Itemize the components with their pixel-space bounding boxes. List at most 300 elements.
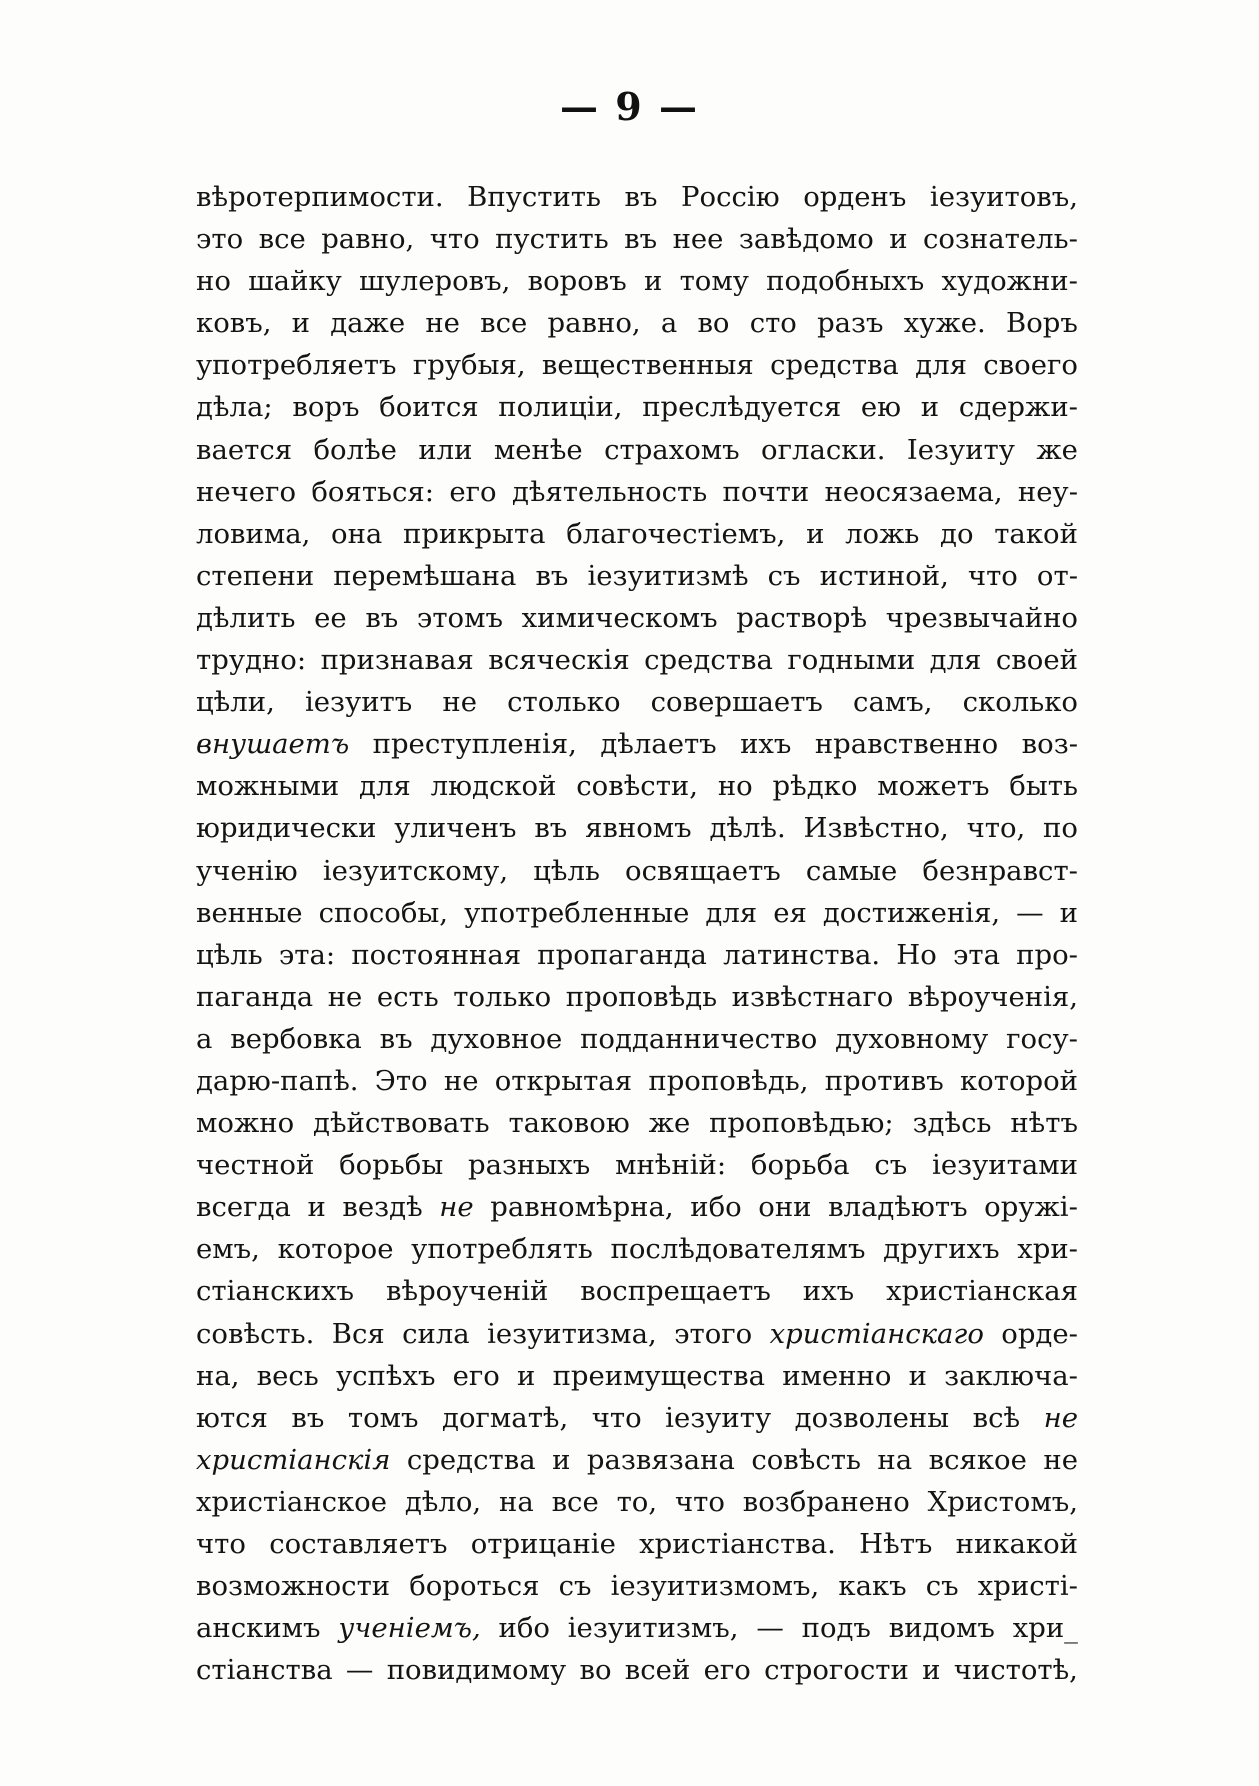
word: никакой (955, 1528, 1078, 1560)
word: тому (679, 265, 749, 298)
word: и (908, 1359, 927, 1392)
word: іезуиту (665, 1401, 772, 1434)
word: во (579, 1654, 612, 1687)
word: ловима, (196, 517, 311, 550)
word: цѣли, (196, 686, 275, 719)
word: есть (376, 980, 439, 1013)
word: ются (196, 1401, 268, 1434)
text-line (196, 1565, 1078, 1607)
word: все (258, 223, 306, 256)
text-line (196, 386, 1078, 428)
word: владѣютъ (828, 1191, 968, 1224)
word: и (552, 1443, 571, 1476)
word: равно, (547, 307, 641, 340)
word: проповѣдь (565, 980, 718, 1013)
word: этого (674, 1317, 753, 1350)
word: сдержи- (958, 391, 1078, 424)
word: госу- (1006, 1022, 1078, 1055)
text-line (196, 681, 1078, 723)
word: воровъ (527, 265, 627, 298)
word: догматѣ, (442, 1401, 569, 1434)
body-text (196, 176, 1078, 1691)
word: его (703, 1654, 751, 1687)
word: сто (749, 307, 797, 340)
word: дѣло, (404, 1485, 482, 1518)
word: въ (535, 559, 569, 592)
word: строгости (764, 1654, 909, 1687)
word: послѣдователямъ (610, 1233, 866, 1266)
word: совершаетъ (650, 686, 823, 719)
word: своего (983, 349, 1078, 382)
word: христіанства. (639, 1528, 836, 1560)
word: противъ (824, 1064, 944, 1097)
text-line (196, 1060, 1078, 1102)
word: шайку (248, 265, 342, 298)
text-line (196, 1439, 1078, 1481)
word: развязана (586, 1443, 735, 1476)
word: употребленные (464, 896, 690, 929)
word: самые (805, 854, 898, 887)
word: вѣроученій (386, 1275, 549, 1308)
word: совѣсть. (196, 1317, 315, 1350)
word: по (1043, 812, 1078, 845)
word: же (1036, 433, 1078, 466)
word: орде- (1001, 1317, 1078, 1350)
text-line (196, 1607, 1078, 1649)
word: нравственно (814, 728, 999, 761)
word: даже (330, 307, 406, 340)
word: что (967, 559, 1018, 592)
text-line (196, 1313, 1078, 1355)
word: но (717, 770, 753, 803)
text-line (196, 1270, 1078, 1312)
word: хри- (1017, 1233, 1078, 1266)
text-line (196, 639, 1078, 681)
text-line (196, 850, 1078, 892)
word: подъ (801, 1612, 871, 1645)
word: — (756, 1612, 784, 1645)
word: и (806, 517, 825, 550)
word: сколько (962, 686, 1078, 719)
word: успѣхъ (335, 1359, 436, 1392)
word: для (929, 644, 982, 677)
word: благочестіемъ, (566, 517, 786, 550)
word: прикрыта (403, 517, 546, 550)
word: трудно: (196, 644, 307, 677)
word: духовное (430, 1022, 563, 1055)
text-line (196, 260, 1078, 302)
word: съ (874, 1149, 908, 1182)
word: достиженія, (822, 896, 1001, 929)
word: неосязаема, (824, 475, 1003, 508)
word: борьбы (339, 1149, 444, 1182)
word: шулеровъ, (359, 265, 511, 298)
word: дѣлаетъ (600, 728, 717, 761)
word: не (442, 686, 477, 719)
word: христіанское (196, 1485, 387, 1518)
word: а (196, 1022, 213, 1055)
word: Воръ (1005, 307, 1078, 340)
word: на (498, 1485, 534, 1518)
word: вещественныя (541, 349, 754, 382)
word: людской (430, 770, 557, 803)
word: до (940, 517, 974, 550)
text-line (196, 892, 1078, 934)
word: стіанства (196, 1654, 333, 1687)
word: весь (256, 1359, 319, 1392)
word: въ (624, 181, 658, 213)
word: здѣсь (912, 1107, 992, 1140)
word: для (915, 349, 967, 382)
word: что, (966, 812, 1026, 845)
word: истиной, (819, 559, 949, 592)
text-line (196, 1355, 1078, 1397)
word: вѣроученія, (907, 980, 1078, 1013)
word: и (307, 1191, 326, 1224)
word: эта (952, 938, 1000, 971)
word: хри_ (1012, 1612, 1078, 1645)
word: какъ (838, 1570, 907, 1603)
word: для (705, 896, 758, 929)
word: безнравст- (922, 854, 1078, 887)
word: его (452, 1359, 500, 1392)
text-line (196, 723, 1078, 765)
word: цѣль (533, 854, 600, 887)
word: пустить (495, 223, 609, 256)
word: мнѣній: (615, 1149, 727, 1182)
word: другихъ (883, 1233, 1000, 1266)
text-line (196, 1481, 1078, 1523)
text-line (196, 976, 1078, 1018)
word: и (644, 265, 663, 298)
word: бояться: (311, 475, 435, 508)
text-line (196, 1018, 1078, 1060)
word: іезуитами (932, 1149, 1078, 1182)
word: такой (994, 517, 1078, 550)
word: подобныхъ (766, 265, 925, 298)
word: съ (925, 1570, 959, 1603)
word: ковъ, (196, 307, 272, 340)
word: вѣротерпимости. (196, 181, 444, 213)
word: іезуитскому, (322, 854, 509, 887)
word: вездѣ (342, 1191, 423, 1224)
word: неу- (1017, 475, 1078, 508)
word: завѣдомо (738, 223, 874, 256)
word: преслѣдуется (642, 391, 842, 424)
word: дарю-папѣ. (196, 1064, 359, 1097)
text-line (196, 1144, 1078, 1186)
word: же (648, 1107, 691, 1140)
word: они (758, 1191, 812, 1224)
word: самъ, (853, 686, 933, 719)
word: не (425, 307, 460, 340)
word: возбранено (742, 1485, 910, 1518)
word: не (439, 1191, 474, 1224)
word: дѣятельность (511, 475, 708, 508)
word: орденъ (803, 181, 907, 213)
word: Вся (331, 1317, 385, 1350)
word: преимущества (552, 1359, 766, 1392)
text-line (196, 765, 1078, 807)
text-line (196, 344, 1078, 386)
word: эта: (278, 938, 336, 971)
word: то, (616, 1485, 658, 1518)
word: равномѣрна, (490, 1191, 674, 1224)
word: всяческія (488, 644, 630, 677)
text-line (196, 1523, 1078, 1565)
word: средства (770, 349, 899, 382)
word: борьба (750, 1149, 850, 1182)
word: все (480, 307, 528, 340)
word: цѣль (196, 938, 263, 971)
text-line (196, 1186, 1078, 1228)
word: всѣ (972, 1401, 1021, 1434)
word: что (674, 1485, 725, 1518)
word: томъ (347, 1401, 419, 1434)
word: съ (767, 559, 801, 592)
word: а (660, 307, 678, 340)
word: но (196, 265, 231, 298)
word: полиціи, (498, 391, 623, 424)
word: сила (402, 1317, 470, 1350)
word: внушаетъ (196, 728, 350, 761)
word: іезуитовъ, (929, 181, 1078, 213)
word: юридически (196, 812, 377, 845)
word: честной (196, 1149, 315, 1182)
word: на, (196, 1359, 240, 1392)
word: совѣсть (751, 1443, 861, 1476)
word: возможности (196, 1570, 391, 1603)
word: іезуитизмѣ (587, 559, 749, 592)
word: латинства. (723, 938, 881, 971)
word: ученію (196, 854, 298, 887)
word: и (920, 391, 940, 424)
word: ученіемъ, (338, 1612, 481, 1645)
word: оружі- (984, 1191, 1078, 1224)
word: іезуитизмъ, (567, 1612, 739, 1645)
word: заключа- (944, 1359, 1078, 1392)
word: и (889, 223, 908, 256)
word: Это (374, 1064, 428, 1097)
word: нечего (196, 475, 297, 508)
text-line (196, 1102, 1078, 1144)
word: Впустить (467, 181, 601, 213)
word: всей (624, 1654, 691, 1687)
text-line (196, 429, 1078, 471)
word: про- (1016, 938, 1078, 971)
text-line (196, 513, 1078, 555)
word: не (443, 1064, 479, 1097)
text-line (196, 1228, 1078, 1270)
word: въ (534, 812, 568, 845)
word: въ (291, 1401, 325, 1434)
word: его (449, 475, 497, 508)
word: ибо (498, 1612, 550, 1645)
word: уличенъ (394, 812, 517, 845)
word: подданничество (580, 1022, 818, 1055)
word: сознатель- (922, 223, 1078, 256)
word: дѣлѣ. (709, 812, 786, 845)
word: паганда (196, 980, 314, 1013)
word: открытая (494, 1064, 633, 1097)
word: таковою (508, 1107, 630, 1140)
word: христіанскія (196, 1443, 391, 1476)
word: отрицаніе (470, 1528, 616, 1560)
word: вается (196, 433, 293, 466)
word: ихъ (802, 1275, 855, 1308)
word: въ (379, 1022, 413, 1055)
word: что (591, 1401, 642, 1434)
word: бороться (409, 1570, 540, 1603)
word: анскимъ (196, 1612, 321, 1645)
word: не (1043, 1401, 1078, 1434)
word: грубыя, (412, 349, 526, 382)
word: не (327, 980, 363, 1013)
word: извѣстнаго (731, 980, 894, 1013)
word: что (429, 223, 480, 256)
word: составляетъ (269, 1528, 448, 1560)
word: Россію (681, 181, 780, 213)
word: ея (773, 896, 807, 929)
word: химическомъ (521, 601, 718, 634)
word: явномъ (585, 812, 692, 845)
word: признавая (320, 644, 474, 677)
word: можно (196, 1107, 295, 1140)
word: почти (722, 475, 810, 508)
word: огласки. (761, 433, 886, 466)
word: проповѣдь, (648, 1064, 809, 1097)
word: которое (277, 1233, 394, 1266)
word: страхомъ (604, 433, 740, 466)
word: именно (782, 1359, 892, 1392)
word: это (196, 223, 244, 256)
word: христіанская (886, 1275, 1078, 1308)
word: вербовка (230, 1022, 362, 1055)
word: и (517, 1359, 536, 1392)
word: хуже. (903, 307, 986, 340)
word: повидимому (386, 1654, 567, 1687)
word: дозволены (794, 1401, 950, 1434)
word: менѣе (493, 433, 583, 466)
word: не (1043, 1443, 1078, 1476)
word: художни- (941, 265, 1078, 298)
word: чистотѣ, (953, 1654, 1078, 1687)
word: растворѣ (736, 601, 868, 634)
word: Нѣтъ (859, 1528, 933, 1560)
word: разныхъ (468, 1149, 591, 1182)
word: столько (507, 686, 621, 719)
word: венные (196, 896, 303, 929)
word: равно, (321, 223, 415, 256)
word: нѣтъ (1010, 1107, 1078, 1140)
word: Христомъ, (927, 1485, 1078, 1518)
word: видомъ (888, 1612, 995, 1645)
text-line (196, 1649, 1078, 1691)
text-line (196, 218, 1078, 260)
word: чрезвычайно (885, 601, 1078, 634)
text-line (196, 807, 1078, 849)
word: употреблять (411, 1233, 593, 1266)
word: болѣе (313, 433, 397, 466)
word: всегда (196, 1191, 291, 1224)
text-line (196, 597, 1078, 639)
word: ихъ (740, 728, 792, 761)
word: употребляетъ (196, 349, 397, 382)
word: іезуитизма, (487, 1317, 657, 1350)
word: на (877, 1443, 913, 1476)
text-line (196, 471, 1078, 513)
text-line (196, 934, 1078, 976)
word: все (551, 1485, 599, 1518)
word: и (1059, 896, 1078, 929)
word: преступленія, (372, 728, 577, 761)
word: воспрещаетъ (580, 1275, 771, 1308)
word: перемѣшана (333, 559, 517, 592)
word: воръ (292, 391, 360, 424)
text-line (196, 176, 1078, 218)
word: въ (365, 601, 399, 634)
word: христіанскаго (769, 1317, 984, 1350)
word: можетъ (877, 770, 990, 803)
word: которой (959, 1064, 1078, 1097)
text-line (196, 302, 1078, 344)
word: во (697, 307, 730, 340)
word: средства (406, 1443, 536, 1476)
word: всякое (928, 1443, 1027, 1476)
word: нее (672, 223, 724, 256)
word: Извѣстно, (803, 812, 949, 845)
word: дѣйствовать (313, 1107, 490, 1140)
word: емъ, (196, 1233, 260, 1266)
word: постоянная (351, 938, 522, 971)
word: быть (1009, 770, 1078, 803)
word: ложь (845, 517, 920, 550)
word: стіанскихъ (196, 1275, 355, 1308)
word: этомъ (416, 601, 503, 634)
word: — (1016, 896, 1044, 929)
word: от- (1036, 559, 1078, 592)
word: освящаетъ (625, 854, 781, 887)
word: проповѣдью; (709, 1107, 894, 1140)
word: своей (995, 644, 1078, 677)
word: пропаганда (537, 938, 707, 971)
word: ею (860, 391, 902, 424)
word: совѣсти, (576, 770, 698, 803)
word: христі- (977, 1570, 1078, 1603)
word: только (453, 980, 552, 1013)
word: іезуитъ (304, 686, 413, 719)
word: годными (787, 644, 916, 677)
word: дѣлить (196, 601, 296, 634)
word: степени (196, 559, 315, 592)
word: съ (558, 1570, 592, 1603)
word: ее (314, 601, 347, 634)
word: ибо (690, 1191, 742, 1224)
word: дѣла; (196, 391, 273, 424)
word: воз- (1021, 728, 1078, 761)
word: боится (379, 391, 479, 424)
word: можными (196, 770, 340, 803)
page-number: — 9 — (560, 84, 699, 129)
word: духовному (835, 1022, 989, 1055)
word: для (359, 770, 411, 803)
word: іезуитизмомъ, (610, 1570, 820, 1603)
text-line (196, 555, 1078, 597)
word: средства (644, 644, 773, 677)
word: въ (624, 223, 658, 256)
word: — (345, 1654, 374, 1687)
word: рѣдко (772, 770, 858, 803)
